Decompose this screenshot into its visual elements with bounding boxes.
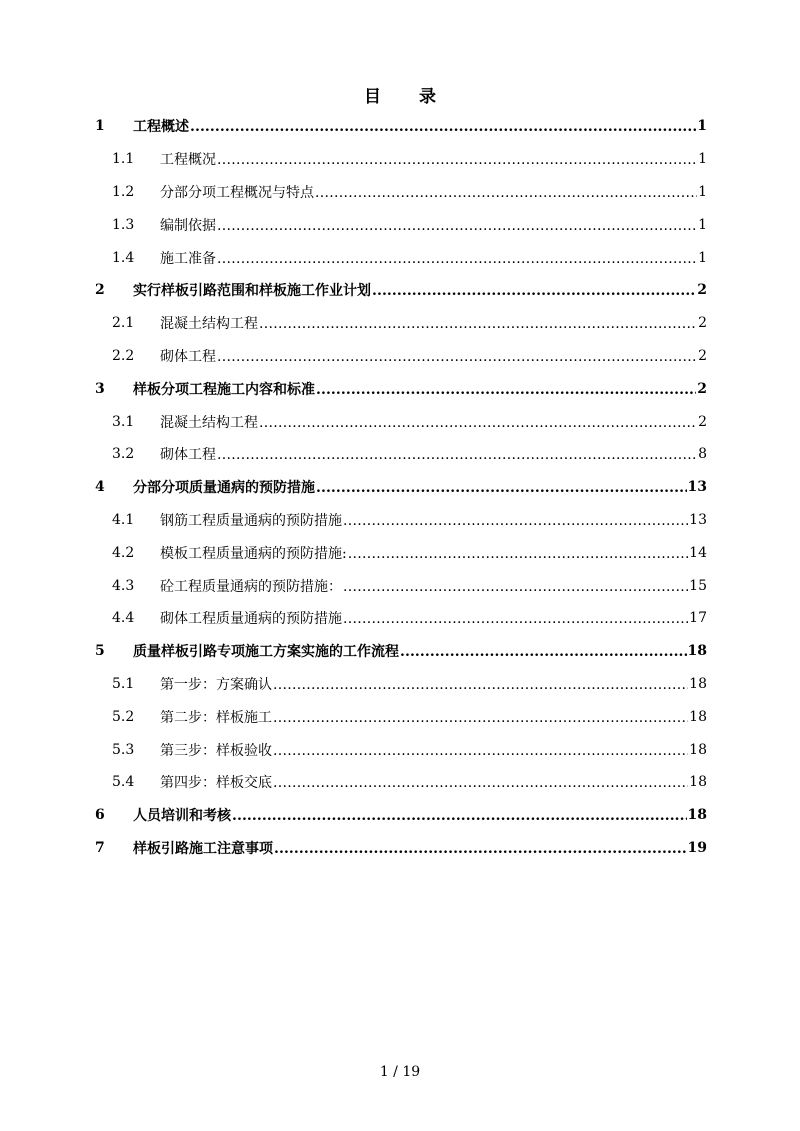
toc-section-entry[interactable] [93, 405, 707, 438]
toc-dot-leader [273, 775, 688, 791]
toc-entry-page-number: 2 [697, 380, 707, 397]
toc-section-entry[interactable] [93, 143, 707, 176]
toc-dot-leader [315, 185, 697, 201]
toc-entry-page-number: 1 [698, 183, 707, 200]
toc-entry-number: 3.2 [112, 446, 135, 463]
toc-chapter-entry[interactable] [93, 832, 707, 865]
toc-entry-number: 1.2 [112, 183, 135, 200]
toc-section-entry[interactable] [93, 176, 707, 209]
toc-dot-leader [273, 743, 688, 759]
toc-entry-title: 砌体工程 [160, 348, 216, 365]
toc-entry-number: 3.1 [112, 413, 135, 430]
toc-dot-leader [273, 677, 688, 693]
toc-section-entry[interactable] [93, 668, 707, 701]
toc-entry-number: 1.4 [112, 249, 135, 266]
toc-dot-leader [259, 316, 697, 332]
toc-entry-page-number: 14 [689, 544, 707, 561]
toc-dot-leader [217, 218, 697, 234]
toc-entry-title: 第一步：方案确认 [160, 676, 272, 693]
toc-dot-leader [316, 382, 696, 398]
toc-entry-page-number: 8 [698, 446, 707, 463]
toc-entry-number: 4 [95, 479, 105, 496]
toc-entry-page-number: 15 [689, 577, 707, 594]
toc-entry-title: 第二步：样板施工 [160, 709, 272, 726]
toc-entry-number: 6 [95, 807, 105, 824]
toc-dot-leader [190, 119, 696, 135]
toc-dot-leader [273, 710, 688, 726]
toc-entry-page-number: 13 [689, 511, 707, 528]
toc-entry-title: 砌体工程 [160, 447, 216, 464]
toc-entry-title: 第四步：样板交底 [160, 775, 272, 792]
toc-dot-leader [259, 415, 697, 431]
toc-entry-page-number: 18 [689, 741, 707, 758]
toc-entry-number: 4.1 [112, 511, 135, 528]
toc-entry-title: 分部分项质量通病的预防措施 [133, 480, 315, 497]
toc-section-entry[interactable] [93, 700, 707, 733]
toc-chapter-entry[interactable] [93, 799, 707, 832]
toc-dot-leader [217, 251, 697, 267]
toc-dot-leader [343, 513, 688, 529]
toc-chapter-entry[interactable] [93, 372, 707, 405]
toc-entry-title: 编制依据 [160, 217, 216, 234]
toc-entry-number: 2.2 [112, 347, 135, 364]
toc-section-entry[interactable] [93, 536, 707, 569]
toc-entry-page-number: 1 [698, 249, 707, 266]
toc-entry-number: 5.3 [112, 741, 135, 758]
toc-entry-number: 5 [95, 643, 105, 660]
toc-entry-page-number: 18 [689, 675, 707, 692]
toc-entry-page-number: 18 [689, 774, 707, 791]
toc-section-entry[interactable] [93, 569, 707, 602]
toc-entry-title: 工程概述 [133, 119, 189, 136]
toc-section-entry[interactable] [93, 733, 707, 766]
page-number: 1 / 19 [379, 1064, 421, 1080]
toc-entry-title: 砼工程质量通病的预防措施： [160, 578, 342, 595]
toc-entry-page-number: 2 [698, 347, 707, 364]
toc-dot-leader [217, 447, 697, 463]
toc-entry-title: 混凝土结构工程 [160, 414, 258, 431]
toc-dot-leader [232, 808, 687, 824]
toc-chapter-entry[interactable] [93, 635, 707, 668]
toc-entry-page-number: 18 [687, 643, 707, 660]
toc-entry-page-number: 1 [698, 216, 707, 233]
toc-entry-page-number: 2 [697, 282, 707, 299]
toc-entry-number: 4.4 [112, 610, 135, 627]
toc-dot-leader [343, 611, 688, 627]
toc-section-entry[interactable] [93, 340, 707, 373]
toc-entry-page-number: 2 [698, 315, 707, 332]
toc-entry-title: 样板引路施工注意事项 [133, 840, 273, 857]
toc-section-entry[interactable] [93, 766, 707, 799]
toc-dot-leader [343, 579, 688, 595]
toc-entry-number: 1.1 [112, 151, 135, 168]
toc-section-entry[interactable] [93, 241, 707, 274]
toc-entry-number: 1.3 [112, 216, 135, 233]
toc-entry-title: 钢筋工程质量通病的预防措施 [160, 512, 342, 529]
toc-section-entry[interactable] [93, 307, 707, 340]
toc-entry-number: 5.2 [112, 708, 135, 725]
toc-entry-title: 模板工程质量通病的预防措施: [160, 545, 347, 562]
toc-dot-leader [348, 546, 688, 562]
toc-entry-number: 7 [95, 839, 105, 856]
toc-entry-number: 3 [95, 380, 105, 397]
toc-entry-page-number: 18 [689, 708, 707, 725]
toc-entry-page-number: 1 [698, 151, 707, 168]
toc-entry-title: 分部分项工程概况与特点 [160, 184, 314, 201]
toc-entry-title: 施工准备 [160, 250, 216, 267]
page-title: 目 录 [364, 87, 452, 107]
toc-dot-leader [372, 283, 696, 299]
toc-dot-leader [274, 841, 687, 857]
toc-entry-title: 样板分项工程施工内容和标准 [133, 381, 315, 398]
toc-entry-number: 4.2 [112, 544, 135, 561]
toc-entry-title: 人员培训和考核 [133, 808, 231, 825]
toc-entry-title: 砌体工程质量通病的预防措施 [160, 611, 342, 628]
toc-section-entry[interactable] [93, 208, 707, 241]
toc-entry-number: 5.1 [112, 675, 135, 692]
toc-entry-number: 4.3 [112, 577, 135, 594]
toc-entry-page-number: 18 [687, 807, 707, 824]
toc-entry-title: 混凝土结构工程 [160, 316, 258, 333]
toc-entry-number: 2 [95, 282, 105, 299]
toc-entry-page-number: 2 [698, 413, 707, 430]
toc-entry-number: 1 [95, 118, 105, 135]
toc-section-entry[interactable] [93, 602, 707, 635]
toc-dot-leader [400, 644, 687, 660]
table-of-contents [93, 110, 707, 864]
toc-section-entry[interactable] [93, 438, 707, 471]
toc-entry-number: 5.4 [112, 774, 135, 791]
toc-entry-page-number: 1 [697, 118, 707, 135]
toc-entry-page-number: 13 [687, 479, 707, 496]
toc-entry-page-number: 19 [687, 839, 707, 856]
toc-entry-title: 工程概况 [160, 152, 216, 169]
toc-entry-page-number: 17 [689, 610, 707, 627]
toc-entry-title: 第三步：样板验收 [160, 742, 272, 759]
toc-entry-title: 实行样板引路范围和样板施工作业计划 [133, 283, 371, 300]
toc-entry-number: 2.1 [112, 315, 135, 332]
toc-dot-leader [217, 152, 697, 168]
toc-chapter-entry[interactable] [93, 471, 707, 504]
toc-chapter-entry[interactable] [93, 274, 707, 307]
toc-chapter-entry[interactable] [93, 110, 707, 143]
toc-section-entry[interactable] [93, 504, 707, 537]
toc-dot-leader [316, 480, 687, 496]
toc-entry-title: 质量样板引路专项施工方案实施的工作流程 [133, 644, 399, 661]
toc-dot-leader [217, 349, 697, 365]
